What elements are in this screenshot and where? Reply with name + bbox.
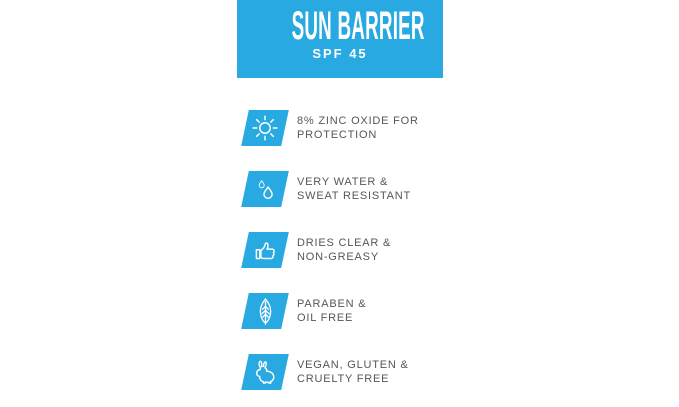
product-title: SUN BARRIER [291, 4, 425, 48]
feature-row-paraben-free [245, 293, 366, 329]
feature-row-cruelty-free [245, 354, 409, 390]
feature-line: 8% ZINC OXIDE FOR [297, 114, 419, 127]
feature-label [297, 114, 419, 143]
spf-subtitle: SPF 45 [312, 46, 368, 61]
feature-line: DRIES CLEAR & [297, 236, 392, 249]
feature-line: CRUELTY FREE [297, 373, 390, 385]
feature-line: SWEAT RESISTANT [297, 190, 412, 202]
thumbs-up-icon [245, 232, 285, 268]
feature-line: VEGAN, GLUTEN & [297, 358, 409, 371]
feature-label [297, 236, 391, 265]
feature-label [297, 358, 409, 387]
feature-line: PARABEN & [297, 297, 367, 310]
feature-line: VERY WATER & [297, 175, 389, 188]
feature-line: NON-GREASY [297, 251, 379, 263]
header-banner [237, 0, 443, 78]
feature-line: OIL FREE [297, 312, 354, 324]
sun-icon [245, 110, 285, 146]
feature-row-water-resistant [245, 171, 411, 207]
feature-line: PROTECTION [297, 129, 378, 141]
leaf-icon [245, 293, 285, 329]
feature-row-dries-clear [245, 232, 391, 268]
feature-row-zinc-oxide [245, 110, 419, 146]
feature-label [297, 175, 411, 204]
feature-label [297, 297, 366, 326]
rabbit-icon [245, 354, 285, 390]
water-drops-icon [245, 171, 285, 207]
